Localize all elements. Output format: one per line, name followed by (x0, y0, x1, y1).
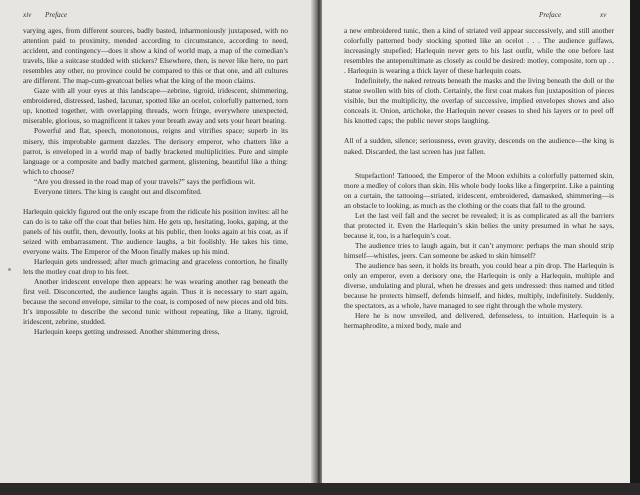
left-page (0, 0, 316, 483)
paragraph: Harlequin gets undressed; after much grimacing and graceless contortion, he finally lets the motley coat drop to his feet. (23, 257, 288, 277)
scan-edge-right (630, 0, 640, 495)
paragraph: Indefinitely, the naked retreats beneath the masks and the living beneath the doll or the statue swollen with bits of cloth. Certainly, the first coat makes fun juxtaposition of pieces visible, but the multiplicity, the overlap of successive, implied envelopes shows and also conceals it. Onion, artichoke, the Harlequin never ceases to shed his layers or to peel off his knotted caps; the public never stops laughing. (344, 76, 614, 126)
left-running-head: Preface (45, 11, 68, 19)
right-running-head: Preface (539, 11, 562, 19)
paragraph: Another iridescent envelope then appears: he was wearing another rag beneath the first veil. Disconcerted, the audience laughs again. Thus it is necessary to start again, because the second envelope, similar to the coat, is composed of new pieces and old bits. It’s impossible to describe the second tunic without repeating, like a litany, tigroid, iridescent, zebrine, studded. (23, 277, 288, 327)
paragraph: a new embroidered tunic, then a kind of striated veil appear successively, and still another colorfully patterned body stocking spotted like an ocelot . . . The audience guffaws, increasingly stupefied; Harlequin never gets to his last outfit, while the one before last resembles the antepenultimate as closely as could be desired: motley, composite, torn up . . . Harlequin is wearing a thick layer of these harlequin coats. (344, 26, 614, 76)
section-break (23, 197, 288, 207)
paragraph: Stupefaction! Tattooed, the Emperor of the Moon exhibits a colorfully patterned skin, more a medley of colors than skin. His whole body looks like a fingerprint. Like a painting on a curtain, the tattooing—striated, iridescent, embroidered, damasked, shimmering—is an obstacle to looking, as much as the clothing or the coats that fall to the ground. (344, 170, 614, 210)
left-page-body (23, 26, 288, 337)
paragraph: All of a sudden, silence; seriousness, even gravity, descends on the audience—the king is naked. Discarded, the last screen has just fallen. (344, 136, 614, 156)
paragraph: Harlequin quickly figured out the only escape from the ridicule his position invites: all he can do is to take off the coat that belies him. He gets up, hesitating, looks, gaping, at the panels of his outfit, then, devoutly, looks at his public, then looks again at his coat, as if seized with embarrassment. The audience laughs, a bit foolishly. He takes his time, everyone waits. The Emperor of the Moon finally makes up his mind. (23, 206, 288, 256)
paragraph: varying ages, from different sources, badly basted, inharmoniously juxtaposed, with no attention paid to proximity, mended according to circumstance, according to need, accident, and contingency—does it show a kind of world map, a map of the comedian’s travels, like a suitcase studded with stickers? Elsewhere, then, is never like here, no part resembles any other, no province could be compared to this or that one, and all cultures are different. The map-cum-greatcoat belies what the king of the moon claims. (23, 26, 288, 86)
scan-edge-bottom (0, 483, 640, 495)
paragraph: Powerful and flat, speech, monotonous, reigns and vitrifies space; superb in its misery, this improbable garment dazzles. The derisory emperor, who chatters like a parrot, is enveloped in a world map of badly bracketed multiplicities. Pure and simple language or a composite and badly matched garment, glistening, beautiful like a thing: which to choose? (23, 126, 288, 176)
paragraph: “Are you dressed in the road map of your travels?” says the perfidious wit. (34, 176, 256, 186)
scan-smudge (8, 268, 11, 271)
paragraph: Harlequin keeps getting undressed. Another shimmering dress, (34, 327, 220, 337)
section-break (344, 157, 614, 171)
right-page-number: xv (600, 11, 607, 19)
paragraph: The audience has seen, it holds its breath, you could hear a pin drop. The Harlequin is only an emperor, even a derisory one, the Harlequin is only a Harlequin, multiple and diverse, undulating and plural, when he dresses and gets undressed: thus named and titled because he protects himself, defends himself, and hides, multiply, indefinitely. Suddenly, the spectators, as a whole, have managed to see right through the whole mystery. (344, 260, 614, 311)
right-page-body (344, 26, 614, 331)
section-break (344, 126, 614, 136)
paragraph: Everyone titters. The king is caught out and discomfited. (34, 186, 202, 196)
left-page-number: xiv (23, 11, 32, 19)
paragraph: Here he is now unveiled, and delivered, defenseless, to intuition. Harlequin is a hermaphrodite, a mixed body, male and (344, 311, 614, 331)
right-page (322, 0, 630, 483)
paragraph: The audience tries to laugh again, but it can’t anymore: perhaps the man should strip himself—whistles, jeers. Can someone be asked to skin himself? (344, 240, 614, 260)
paragraph: Gaze with all your eyes at this landscape—zebrine, tigroid, iridescent, shimmering, embroidered, distressed, lashed, lacunar, spotted like an ocelot, colorfully patterned, torn up, knotted together, with overlapping threads, worn fringe, everywhere unexpected, miserable, glorious, so magnificent it takes your breath away and sets your heart beating. (23, 86, 288, 126)
paragraph: Let the last veil fall and the secret be revealed; it is as complicated as all the barriers that protected it. Even the Harlequin’s skin belies the unity presumed in what he says, because it, too, is a harlequin’s coat. (344, 210, 614, 240)
